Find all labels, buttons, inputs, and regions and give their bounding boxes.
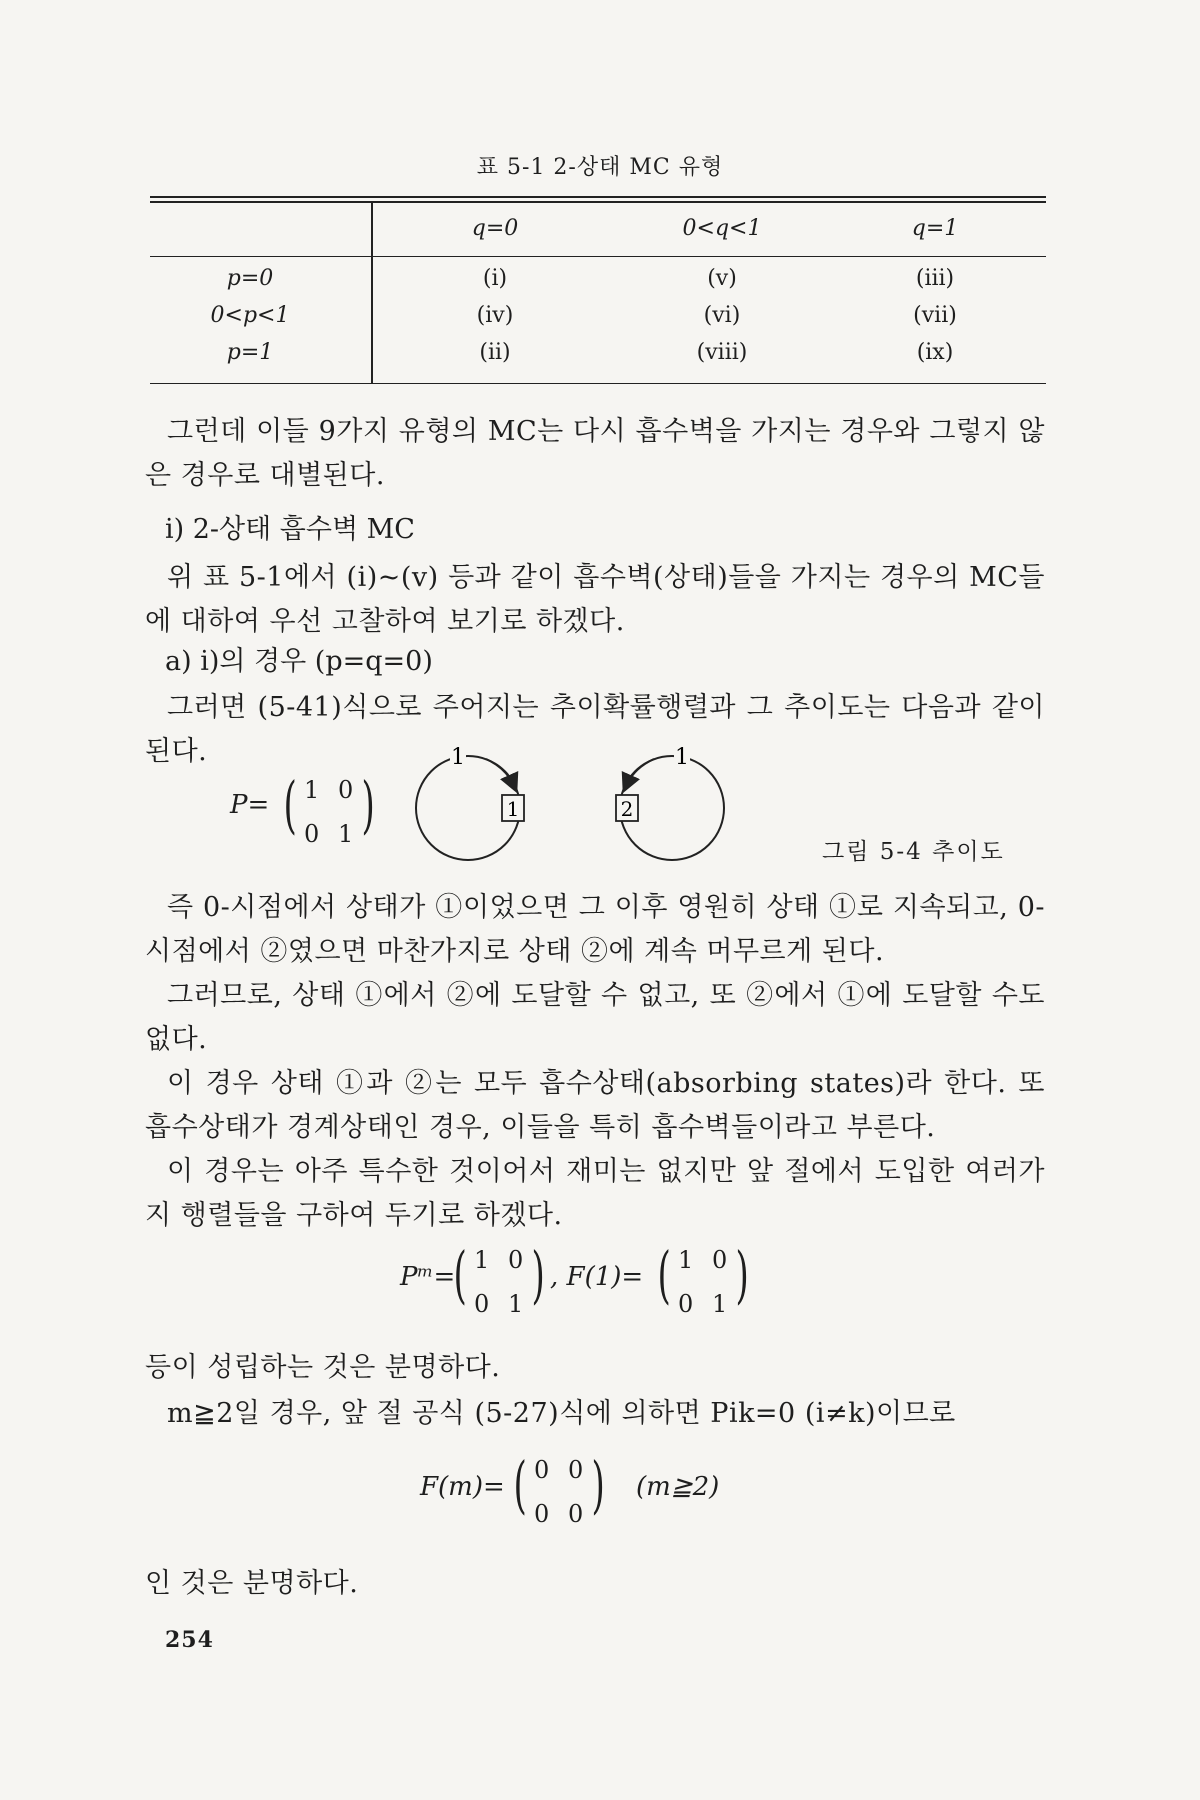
paragraph-7: 이 경우는 아주 특수한 것이어서 재미는 없지만 앞 절에서 도입한 여러가지 행렬들을 구하여 두기로 하겠다. xyxy=(145,1156,1045,1231)
left-paren: ( xyxy=(513,1448,527,1521)
table-header-rule xyxy=(150,256,1046,257)
matrix-entry: 0 xyxy=(568,1456,584,1484)
matrix-entry: 1 xyxy=(678,1246,694,1274)
right-paren: ) xyxy=(735,1238,749,1311)
left-paren: ( xyxy=(283,768,297,841)
matrix-p xyxy=(278,770,398,865)
paragraph-2: 위 표 5-1에서 (i)~(v) 등과 같이 흡수벽(상태)들을 가지는 경우의 MC들에 대하여 우선 고찰하여 보기로 하겠다. xyxy=(145,562,1045,637)
table-cell: (v) xyxy=(707,266,737,291)
matrix-entry: 0 xyxy=(508,1246,524,1274)
figure-caption: 그림 5-4 추이도 xyxy=(822,839,1005,865)
state-2-arrow xyxy=(626,759,654,786)
state-2-label: 2 xyxy=(620,797,634,821)
left-paren: ( xyxy=(657,1238,671,1311)
table-caption: 표 5-1 2-상태 MC 유형 xyxy=(476,155,724,180)
eq1-lhs: Pᵐ= xyxy=(400,1262,456,1292)
matrix-p-label: P= xyxy=(230,790,270,820)
eq2-lhs: F(m)= xyxy=(420,1472,505,1502)
paragraph-8: 등이 성립하는 것은 분명하다. xyxy=(145,1352,501,1383)
table-cell: (i) xyxy=(482,266,508,291)
col-header-q-mid: 0<q<1 xyxy=(682,216,762,241)
left-paren: ( xyxy=(453,1238,467,1311)
matrix-entry: 0 xyxy=(678,1290,694,1318)
matrix-entry: 0 xyxy=(568,1500,584,1528)
eq2-matrix xyxy=(508,1450,628,1545)
eq1-mid: , F(1)= xyxy=(550,1262,644,1292)
right-paren: ) xyxy=(361,768,375,841)
section-heading-i: i) 2-상태 흡수벽 MC xyxy=(165,514,415,545)
right-paren: ) xyxy=(591,1448,605,1521)
matrix-entry: 1 xyxy=(508,1290,524,1318)
paragraph-1: 그런데 이들 9가지 유형의 MC는 다시 흡수벽을 가지는 경우와 그렇지 않은 경우로 대별된다. xyxy=(145,416,1045,491)
matrix-entry: 0 xyxy=(338,776,354,804)
table-cell: (viii) xyxy=(696,340,748,365)
matrix-entry: 0 xyxy=(474,1290,490,1318)
matrix-entry: 1 xyxy=(304,776,320,804)
matrix-entry: 0 xyxy=(304,820,320,848)
paragraph-4: 즉 0-시점에서 상태가 ①이었으면 그 이후 영원히 상태 ①로 지속되고, 0-시점에서 ②였으면 마찬가지로 상태 ②에 계속 머무르게 된다. xyxy=(145,892,1045,967)
matrix-entry: 0 xyxy=(712,1246,728,1274)
paragraph-3: 그러면 (5-41)식으로 주어지는 추이확률행렬과 그 추이도는 다음과 같이 된다. xyxy=(145,692,1045,767)
eq1-matrix-2 xyxy=(652,1240,772,1335)
table-cell: (ii) xyxy=(479,340,511,365)
row-header-p1: p=1 xyxy=(226,340,274,365)
table-top-rule xyxy=(150,196,1046,198)
loop-2-label: 1 xyxy=(675,745,689,770)
matrix-entry: 0 xyxy=(534,1456,550,1484)
loop-1-label: 1 xyxy=(451,745,465,770)
paragraph-5: 그러므로, 상태 ①에서 ②에 도달할 수 없고, 또 ②에서 ①에 도달할 수도 없다. xyxy=(145,980,1045,1055)
table-cell: (iv) xyxy=(476,303,514,328)
matrix-entry: 1 xyxy=(474,1246,490,1274)
state-1-label: 1 xyxy=(506,797,520,821)
eq2-condition: (m≧2) xyxy=(636,1472,720,1502)
state-1-arrow xyxy=(486,759,514,786)
table-top-rule-2 xyxy=(150,201,1046,203)
section-heading-a: a) i)의 경우 (p=q=0) xyxy=(165,646,433,677)
paragraph-9: m≧2일 경우, 앞 절 공식 (5-27)식에 의하면 Pik=0 (i≠k)이므로 xyxy=(167,1398,956,1429)
row-header-p-mid: 0<p<1 xyxy=(210,303,290,328)
right-paren: ) xyxy=(531,1238,545,1311)
page-number: 254 xyxy=(165,1627,214,1653)
row-header-p0: p=0 xyxy=(226,266,274,291)
table-cell: (ix) xyxy=(916,340,954,365)
col-header-q1: q=1 xyxy=(911,216,959,241)
table-cell: (vi) xyxy=(703,303,741,328)
paragraph-6: 이 경우 상태 ①과 ②는 모두 흡수상태(absorbing states)라 한다. 또 흡수상태가 경계상태인 경우, 이들을 특히 흡수벽들이라고 부른다. xyxy=(145,1068,1045,1143)
table-column-divider xyxy=(371,202,373,383)
col-header-q0: q=0 xyxy=(471,216,519,241)
transition-diagram xyxy=(400,738,800,878)
table-cell: (vii) xyxy=(913,303,957,328)
table-cell: (iii) xyxy=(915,266,955,291)
table-bottom-rule xyxy=(150,383,1046,384)
matrix-entry: 0 xyxy=(534,1500,550,1528)
paragraph-10: 인 것은 분명하다. xyxy=(145,1568,359,1599)
matrix-entry: 1 xyxy=(712,1290,728,1318)
matrix-entry: 1 xyxy=(338,820,354,848)
